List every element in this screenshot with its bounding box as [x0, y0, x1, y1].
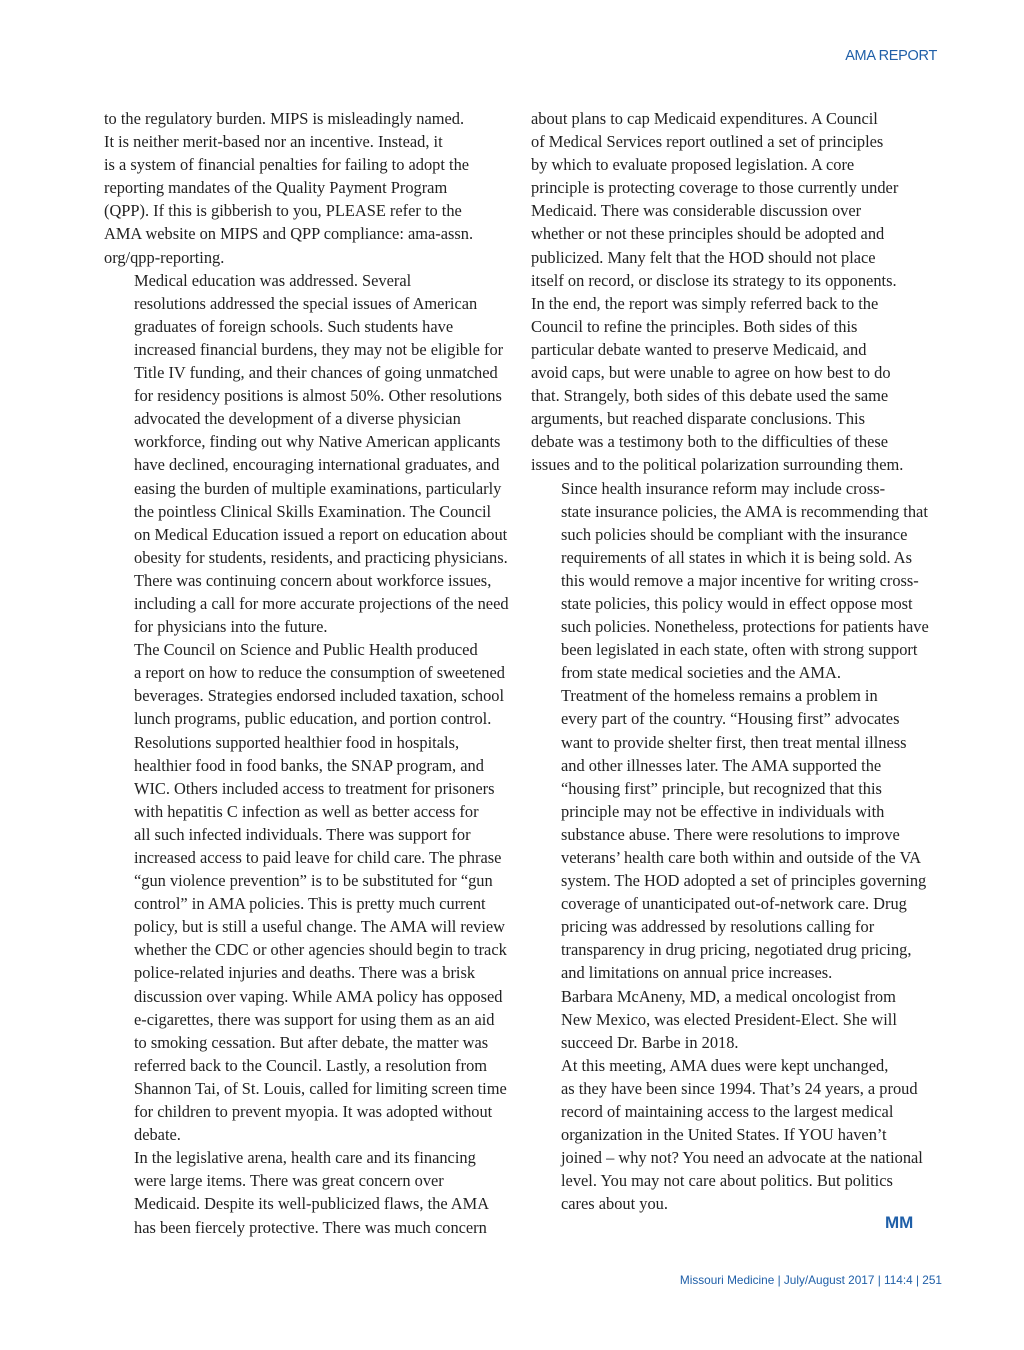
text-line: Treatment of the homeless remains a problem in — [561, 686, 878, 706]
text-line: coverage of unanticipated out-of-network care. Drug — [561, 894, 907, 914]
text-line: arguments, but reached disparate conclusions. This — [531, 409, 865, 429]
text-line: state insurance policies, the AMA is recommending that — [561, 501, 928, 521]
text-line: Title IV funding, and their chances of going unmatched — [134, 363, 498, 383]
text-line: joined – why not? You need an advocate at the national — [561, 1148, 923, 1168]
text-line: discussion over vaping. While AMA policy has opposed — [134, 986, 503, 1006]
text-line: want to provide shelter first, then treat mental illness — [561, 732, 907, 752]
text-line: Council to refine the principles. Both sides of this — [531, 316, 858, 336]
paragraph — [531, 1054, 943, 1216]
text-line: “gun violence prevention” is to be substituted for “gun — [134, 871, 493, 891]
text-line: In the legislative arena, health care and its financing — [134, 1148, 476, 1168]
text-line: increased access to paid leave for child care. The phrase — [134, 848, 502, 867]
text-line: on Medical Education issued a report on education about — [134, 524, 508, 544]
text-line: system. The HOD adopted a set of principles governing — [561, 871, 927, 891]
text-line: It is neither merit-based nor an incentive. Instead, it — [104, 132, 443, 152]
text-line: reporting mandates of the Quality Payment Program — [104, 178, 448, 198]
text-line: AMA website on MIPS and QPP compliance: ama-assn. — [104, 224, 474, 244]
end-mark: MM — [885, 1213, 914, 1232]
paragraph — [104, 269, 510, 639]
text-line: a report on how to reduce the consumption of sweetened — [134, 663, 505, 683]
left-column — [104, 107, 510, 1239]
text-line: every part of the country. “Housing first” advocates — [561, 709, 900, 729]
text-line: including a call for more accurate projections of the need — [134, 593, 509, 613]
text-line: easing the burden of multiple examinations, particularly — [134, 478, 502, 498]
text-line: org/qpp-reporting. — [104, 247, 225, 267]
paragraph — [104, 638, 510, 1146]
text-line: about plans to cap Medicaid expenditures. A Council — [531, 109, 878, 128]
text-line: to smoking cessation. But after debate, the matter was — [134, 1032, 489, 1052]
text-line: beverages. Strategies endorsed included taxation, school — [134, 686, 505, 706]
text-line: veterans’ health care both within and outside of the VA — [561, 848, 922, 867]
text-line: In the end, the report was simply referred back to the — [531, 293, 879, 313]
text-line: for residency positions is almost 50%. Other resolutions — [134, 386, 502, 406]
text-line: advocated the development of a diverse physician — [134, 409, 461, 429]
text-line: to the regulatory burden. MIPS is misleadingly named. — [104, 109, 465, 128]
text-line: and limitations on annual price increases. — [561, 963, 833, 983]
text-line: all such infected individuals. There was support for — [134, 824, 471, 844]
text-line: issues and to the political polarization surrounding them. — [531, 455, 904, 475]
text-line: transparency in drug pricing, negotiated drug pricing, — [561, 940, 912, 960]
text-line: police-related injuries and deaths. There was a brisk — [134, 963, 476, 983]
text-line: such policies should be compliant with the insurance — [561, 524, 908, 544]
text-line: as they have been since 1994. That’s 24 years, a proud — [561, 1078, 918, 1098]
text-line: Medicaid. Despite its well-publicized flaws, the AMA — [134, 1194, 490, 1214]
text-line: New Mexico, was elected President-Elect. She will — [561, 1009, 897, 1029]
paragraph — [104, 1146, 510, 1238]
text-line: debate was a testimony both to the difficulties of these — [531, 432, 889, 452]
text-line: WIC. Others included access to treatment for prisoners — [134, 778, 495, 798]
text-line: requirements of all states in which it is being sold. As — [561, 547, 912, 567]
text-line: principle may not be effective in individuals with — [561, 801, 885, 821]
text-line: such policies. Nonetheless, protections for patients have — [561, 617, 929, 637]
text-line: with hepatitis C infection as well as better access for — [134, 801, 479, 821]
text-line: state policies, this policy would in effect oppose most — [561, 593, 913, 613]
text-line: were large items. There was great concern over — [134, 1171, 444, 1191]
text-line: the pointless Clinical Skills Examination. The Council — [134, 501, 492, 521]
paragraph — [531, 684, 943, 984]
text-line: and other illnesses later. The AMA supported the — [561, 755, 882, 775]
text-line: by which to evaluate proposed legislation. A core — [531, 155, 855, 175]
text-line: principle is protecting coverage to those currently under — [531, 178, 899, 198]
text-line: that. Strangely, both sides of this debate used the same — [531, 386, 889, 406]
text-line: There was continuing concern about workforce issues, — [134, 570, 492, 590]
text-line: this would remove a major incentive for writing cross- — [561, 570, 919, 590]
text-line: level. You may not care about politics. But politics — [561, 1171, 893, 1191]
text-line: Shannon Tai, of St. Louis, called for limiting screen time — [134, 1078, 507, 1098]
text-line: The Council on Science and Public Health produced — [134, 640, 478, 660]
text-line: Since health insurance reform may include cross- — [561, 478, 886, 498]
text-line: cares about you. — [561, 1194, 668, 1214]
text-line: particular debate wanted to preserve Medicaid, and — [531, 339, 867, 359]
text-line: succeed Dr. Barbe in 2018. — [561, 1032, 739, 1052]
text-line: Medical education was addressed. Several — [134, 270, 412, 290]
text-line: Medicaid. There was considerable discussion over — [531, 201, 862, 221]
paragraph — [531, 477, 943, 685]
text-line: avoid caps, but were unable to agree on how best to do — [531, 363, 891, 383]
paragraph — [531, 985, 943, 1054]
text-line: organization in the United States. If YOU haven’t — [561, 1125, 887, 1145]
text-line: itself on record, or disclose its strategy to its opponents. — [531, 270, 897, 290]
right-column — [531, 107, 943, 1216]
text-line: for physicians into the future. — [134, 617, 328, 637]
text-line: is a system of financial penalties for failing to adopt the — [104, 155, 470, 175]
text-line: referred back to the Council. Lastly, a resolution from — [134, 1055, 488, 1075]
text-line: policy, but is still a useful change. The AMA will review — [134, 917, 506, 937]
text-line: debate. — [134, 1125, 181, 1145]
section-header: AMA REPORT — [845, 48, 937, 64]
text-line: of Medical Services report outlined a set of principles — [531, 132, 884, 152]
text-line: for children to prevent myopia. It was adopted without — [134, 1102, 493, 1122]
text-line: obesity for students, residents, and practicing physicians. — [134, 547, 508, 567]
text-line: been legislated in each state, often with strong support — [561, 640, 918, 660]
text-line: graduates of foreign schools. Such students have — [134, 316, 454, 336]
text-line: pricing was addressed by resolutions calling for — [561, 917, 875, 937]
text-line: healthier food in food banks, the SNAP program, and — [134, 755, 484, 775]
text-line: Resolutions supported healthier food in hospitals, — [134, 732, 460, 752]
text-line: e-cigarettes, there was support for using them as an aid — [134, 1009, 495, 1029]
page-footer: Missouri Medicine | July/August 2017 | 114:4 | 251 — [679, 1273, 942, 1287]
paragraph — [104, 107, 510, 269]
text-line: increased financial burdens, they may not be eligible for — [134, 339, 504, 359]
text-line: record of maintaining access to the largest medical — [561, 1102, 894, 1122]
text-line: resolutions addressed the special issues of American — [134, 293, 478, 313]
text-line: “housing first” principle, but recognized that this — [561, 778, 882, 798]
text-line: publicized. Many felt that the HOD should not place — [531, 247, 876, 267]
text-line: Barbara McAneny, MD, a medical oncologist from — [561, 986, 896, 1006]
text-line: whether the CDC or other agencies should begin to track — [134, 940, 507, 960]
text-line: have declined, encouraging international graduates, and — [134, 455, 500, 475]
text-line: (QPP). If this is gibberish to you, PLEASE refer to the — [104, 201, 462, 221]
text-line: lunch programs, public education, and portion control. — [134, 709, 492, 729]
text-line: workforce, finding out why Native American applicants — [134, 432, 501, 452]
text-line: has been fiercely protective. There was much concern — [134, 1217, 487, 1237]
text-line: from state medical societies and the AMA. — [561, 663, 841, 683]
paragraph — [531, 107, 943, 477]
text-line: At this meeting, AMA dues were kept unchanged, — [561, 1055, 889, 1075]
text-line: substance abuse. There were resolutions to improve — [561, 824, 900, 844]
text-line: control” in AMA policies. This is pretty much current — [134, 894, 486, 914]
text-line: whether or not these principles should be adopted and — [531, 224, 885, 244]
